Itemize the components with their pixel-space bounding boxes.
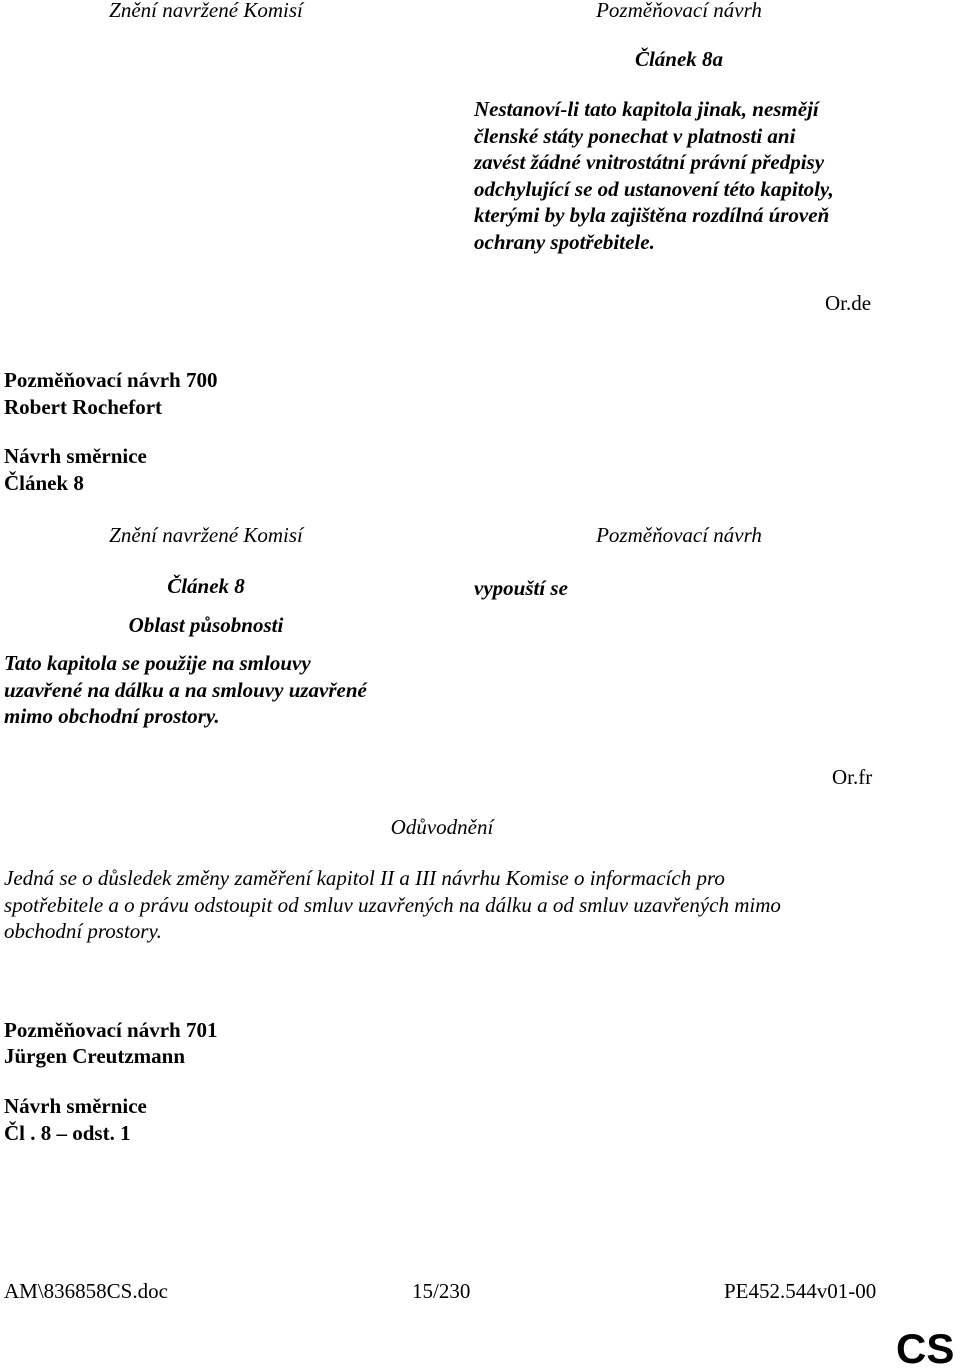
amendment-701-proposal: Návrh směrnice bbox=[4, 1094, 147, 1118]
text-line: kterými by byla zajištěna rozdílná úroveň bbox=[474, 203, 830, 228]
amendment-700-article: Článek 8 bbox=[4, 471, 84, 495]
text-line: mimo obchodní prostory. bbox=[4, 704, 220, 729]
text-line: zavést žádné vnitrostátní právní předpisy bbox=[474, 150, 825, 175]
article-8-text bbox=[4, 650, 414, 730]
amendment-700-title: Pozměňovací návrh 700 bbox=[4, 368, 218, 392]
amendment-700-author: Robert Rochefort bbox=[4, 395, 163, 419]
text-line: obchodní prostory. bbox=[4, 919, 162, 944]
column-header-commission-text: Znění navržené Komisí bbox=[109, 0, 303, 22]
text-line: uzavřené na dálku a na smlouvy uzavřené bbox=[4, 677, 367, 702]
original-language-de: Or.de bbox=[825, 291, 872, 315]
column-header-amendment: Pozměňovací návrh bbox=[596, 523, 762, 547]
amendment-701-article: Čl . 8 – odst. 1 bbox=[4, 1121, 131, 1145]
footer-page-number: 15/230 bbox=[412, 1279, 471, 1303]
footer-language-code: CS bbox=[896, 1325, 955, 1372]
text-line: spotřebitele a o právu odstoupit od smluv uzavřených na dálku a od smluv uzavřených mimo bbox=[4, 892, 781, 917]
column-header-commission-text: Znění navržené Komisí bbox=[109, 523, 303, 547]
footer-doc-reference: AM\836858CS.doc bbox=[4, 1279, 168, 1303]
article-8-title: Článek 8 bbox=[167, 574, 245, 598]
text-line: Nestanoví-li tato kapitola jinak, nesmějí bbox=[474, 97, 819, 121]
text-line: ochrany spotřebitele. bbox=[474, 229, 655, 254]
text-line: členské státy ponechat v platnosti ani bbox=[474, 123, 796, 148]
original-language-fr: Or.fr bbox=[832, 765, 873, 789]
amendment-701-author: Jürgen Creutzmann bbox=[4, 1044, 186, 1068]
text-line: Tato kapitola se použije na smlouvy bbox=[4, 651, 311, 675]
article-8-subtitle: Oblast působnosti bbox=[128, 613, 284, 637]
footer-pe-reference: PE452.544v01-00 bbox=[724, 1279, 877, 1303]
justification-text bbox=[4, 865, 884, 945]
deleted-marker: vypouští se bbox=[474, 576, 568, 600]
justification-heading: Odůvodnění bbox=[390, 815, 494, 839]
article-8a-text bbox=[474, 96, 884, 256]
text-line: odchylující se od ustanovení této kapitoly, bbox=[474, 176, 834, 201]
column-header-amendment: Pozměňovací návrh bbox=[596, 0, 762, 22]
amendment-700-proposal: Návrh směrnice bbox=[4, 444, 147, 468]
amendment-701-title: Pozměňovací návrh 701 bbox=[4, 1018, 218, 1042]
text-line: Jedná se o důsledek změny zaměření kapitol II a III návrhu Komise o informacích pro bbox=[4, 866, 725, 890]
article-8a-title: Článek 8a bbox=[634, 47, 724, 71]
